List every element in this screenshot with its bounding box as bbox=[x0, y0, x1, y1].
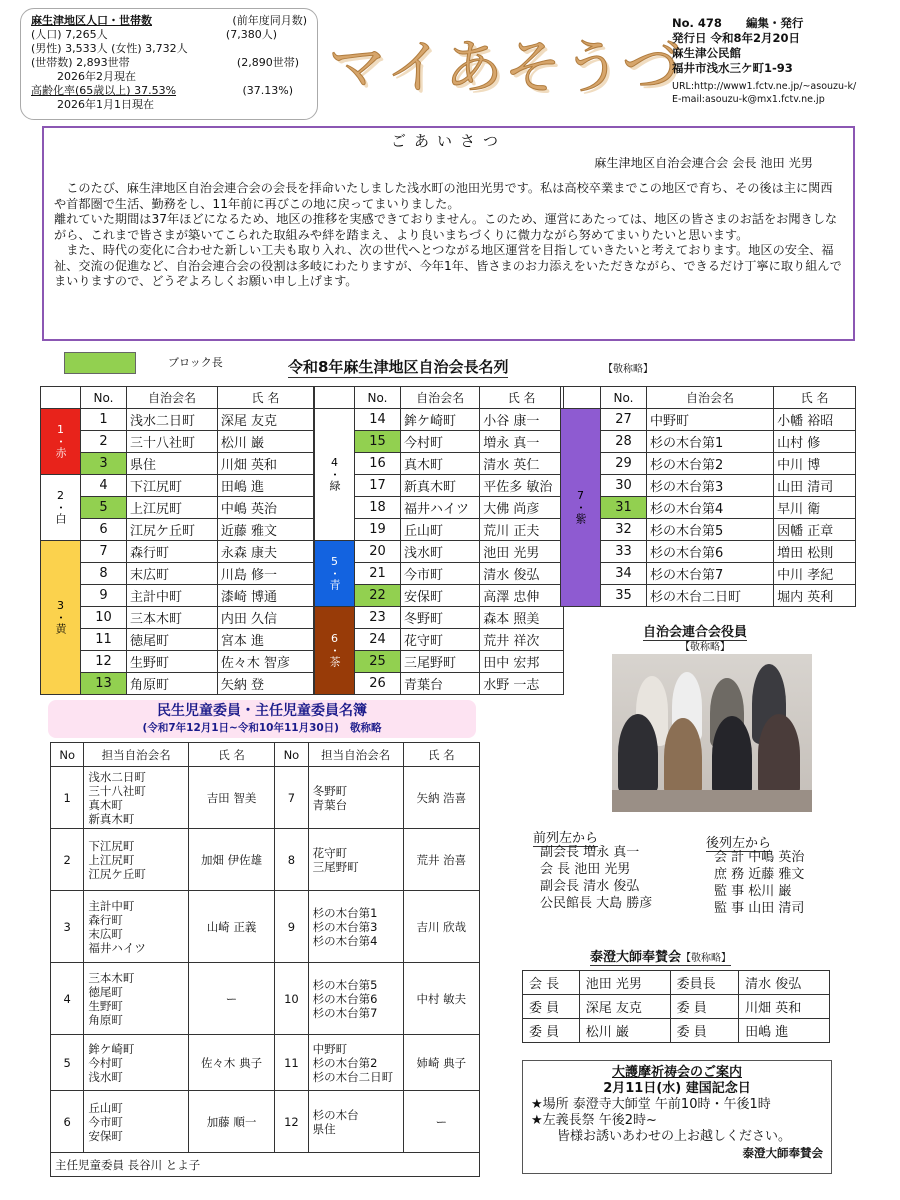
roster-name: 小谷 康一 bbox=[480, 409, 564, 431]
newsletter-title: マイあそうづ bbox=[328, 33, 681, 101]
roster-no: 15 bbox=[355, 431, 401, 453]
roster-name: 森本 照美 bbox=[480, 607, 564, 629]
roster-no: 20 bbox=[355, 541, 401, 563]
stats-aging-prev: (37.13%) bbox=[242, 84, 293, 97]
roster-no: 28 bbox=[601, 431, 647, 453]
officers-front-list: 副会長 増永 真一 会 長 池田 光男 副会長 清水 俊弘 公民館長 大島 勝彦 bbox=[540, 845, 653, 911]
minsei-no: 10 bbox=[275, 963, 308, 1035]
roster-name: 平佐多 敏治 bbox=[480, 475, 564, 497]
roster-no: 1 bbox=[81, 409, 127, 431]
issue-email[interactable]: E-mail:asouzu-k@mx1.fctv.ne.jp bbox=[672, 94, 825, 105]
minsei-area: 丘山町 今市町 安保町 bbox=[84, 1091, 188, 1153]
roster-association: 杉の木台第4 bbox=[647, 497, 774, 519]
roster-header-cell: 自治会名 bbox=[647, 387, 774, 409]
hosankai-role: 委 員 bbox=[523, 995, 580, 1019]
hosankai-title-text: 泰澄大師奉賛会 bbox=[590, 950, 682, 965]
roster-block-b7 bbox=[561, 409, 601, 607]
roster-row bbox=[41, 629, 314, 651]
stats-aging-rate: 高齢化率(65歳以上) 37.53% bbox=[31, 84, 177, 97]
roster-row bbox=[41, 585, 314, 607]
roster-association: 花守町 bbox=[401, 629, 480, 651]
roster-no: 26 bbox=[355, 673, 401, 695]
stats-population: (人口) 7,265人 bbox=[31, 28, 108, 41]
roster-association: 浅水町 bbox=[401, 541, 480, 563]
issue-publisher: 麻生津公民館 bbox=[672, 46, 741, 60]
hosankai-role: 委 員 bbox=[670, 995, 738, 1019]
roster-no: 19 bbox=[355, 519, 401, 541]
notice-festival: ★左義長祭 午後2時~ bbox=[531, 1113, 657, 1128]
minsei-no: 7 bbox=[275, 767, 308, 829]
roster-header-cell: No. bbox=[355, 387, 401, 409]
roster-header-cell: 氏 名 bbox=[774, 387, 856, 409]
roster-row bbox=[561, 475, 856, 497]
roster-row bbox=[41, 607, 314, 629]
minsei-header-cell: No bbox=[51, 743, 84, 767]
photo-person bbox=[758, 714, 800, 796]
roster-name: 清水 俊弘 bbox=[480, 563, 564, 585]
minsei-footer: 主任児童委員 長谷川 とよ子 bbox=[51, 1153, 480, 1177]
minsei-name: 加畑 伊佐雄 bbox=[188, 829, 274, 891]
roster-no: 25 bbox=[355, 651, 401, 673]
roster-name: 田中 宏邦 bbox=[480, 651, 564, 673]
minsei-name: 吉川 欣哉 bbox=[403, 891, 479, 963]
issue-url[interactable]: URL:http://www1.fctv.ne.jp/~asouzu-k/ bbox=[672, 81, 857, 92]
goma-notice-box bbox=[522, 1060, 832, 1174]
roster-name: 小幡 裕昭 bbox=[774, 409, 856, 431]
roster-association: 福井ハイツ bbox=[401, 497, 480, 519]
hosankai-name: 川畑 英和 bbox=[739, 995, 830, 1019]
officers-front-heading: 前列左から bbox=[533, 827, 598, 847]
roster-header-cell: No. bbox=[601, 387, 647, 409]
roster-row bbox=[41, 651, 314, 673]
roster-header-cell: 自治会名 bbox=[401, 387, 480, 409]
roster-no: 31 bbox=[601, 497, 647, 519]
roster-name: 内田 久信 bbox=[217, 607, 313, 629]
roster-no: 22 bbox=[355, 585, 401, 607]
roster-association: 生野町 bbox=[127, 651, 218, 673]
roster-association: 杉の木台第1 bbox=[647, 431, 774, 453]
hosankai-row bbox=[523, 1019, 830, 1043]
roster-name: 山村 修 bbox=[774, 431, 856, 453]
roster-no: 34 bbox=[601, 563, 647, 585]
minsei-note: 敬称略 bbox=[349, 722, 382, 734]
stats-gender: (男性) 3,533人 (女性) 3,732人 bbox=[31, 42, 188, 55]
minsei-area: 杉の木台第5 杉の木台第6 杉の木台第7 bbox=[308, 963, 403, 1035]
officers-back-list: 会 計 中嶋 英治 庶 務 近藤 雅文 監 事 松川 巌 監 事 山田 清司 bbox=[714, 850, 805, 916]
roster-block-b1 bbox=[41, 409, 81, 475]
minsei-no: 5 bbox=[51, 1035, 84, 1091]
roster-association: 森行町 bbox=[127, 541, 218, 563]
roster-no: 8 bbox=[81, 563, 127, 585]
roster-association: 下江尻町 bbox=[127, 475, 218, 497]
roster-block-b4 bbox=[315, 409, 355, 541]
hosankai-name: 松川 巌 bbox=[579, 1019, 670, 1043]
block-leader-legend-swatch bbox=[64, 352, 136, 374]
roster-name: 深尾 友克 bbox=[217, 409, 313, 431]
photo-person bbox=[618, 714, 658, 794]
roster-row bbox=[561, 409, 856, 431]
roster-association: 安保町 bbox=[401, 585, 480, 607]
roster-name: 川島 修一 bbox=[217, 563, 313, 585]
minsei-name: ー bbox=[188, 963, 274, 1035]
roster-name: 大佛 尚彦 bbox=[480, 497, 564, 519]
roster-no: 6 bbox=[81, 519, 127, 541]
roster-association: 杉の木台第5 bbox=[647, 519, 774, 541]
roster-table-1 bbox=[40, 386, 314, 695]
roster-association: 杉の木台第2 bbox=[647, 453, 774, 475]
roster-association: 主計中町 bbox=[127, 585, 218, 607]
roster-no: 17 bbox=[355, 475, 401, 497]
roster-no: 33 bbox=[601, 541, 647, 563]
minsei-name: ー bbox=[403, 1091, 479, 1153]
roster-no: 35 bbox=[601, 585, 647, 607]
roster-row bbox=[41, 673, 314, 695]
officers-note: 【敬称略】 bbox=[680, 642, 730, 653]
roster-title: 令和8年麻生津地区自治会長名列 bbox=[288, 358, 509, 376]
roster-name: 松川 巌 bbox=[217, 431, 313, 453]
roster-row bbox=[41, 497, 314, 519]
photo-person bbox=[712, 716, 752, 796]
roster-name: 山田 清司 bbox=[774, 475, 856, 497]
minsei-no: 11 bbox=[275, 1035, 308, 1091]
roster-block-b5 bbox=[315, 541, 355, 607]
stats-title: 麻生津地区人口・世帯数 bbox=[31, 14, 152, 27]
roster-association: 今村町 bbox=[401, 431, 480, 453]
roster-no: 2 bbox=[81, 431, 127, 453]
roster-block-label: 5・青 bbox=[328, 554, 341, 590]
stats-households: (世帯数) 2,893世帯 bbox=[31, 56, 130, 69]
stats-prev-label: (前年度同月数) bbox=[232, 14, 307, 27]
notice-invite: 皆様お誘いあわせの上お越しください。 bbox=[557, 1129, 792, 1144]
roster-name: 早川 衛 bbox=[774, 497, 856, 519]
roster-name: 中川 博 bbox=[774, 453, 856, 475]
roster-block-label: 1・赤 bbox=[54, 422, 67, 458]
roster-association: 杉の木台第7 bbox=[647, 563, 774, 585]
roster-name: 水野 一志 bbox=[480, 673, 564, 695]
notice-place: ★場所 泰澄寺大師堂 午前10時・午後1時 bbox=[531, 1097, 771, 1112]
roster-block-label: 4・緑 bbox=[328, 455, 341, 491]
roster-name: 清水 英仁 bbox=[480, 453, 564, 475]
minsei-row bbox=[51, 963, 480, 1035]
roster-block-header bbox=[41, 387, 81, 409]
roster-name: 佐々木 智彦 bbox=[217, 651, 313, 673]
roster-row bbox=[315, 409, 564, 431]
roster-block-b6 bbox=[315, 607, 355, 695]
minsei-table bbox=[50, 742, 480, 1177]
greeting-paragraph-3: また、時代の変化に合わせた新しい工夫も取り入れ、次の世代へとつながる地区運営を目指していきたいと考えております。地区の安全、福祉、交流の促進など、自治会連合会の役割は多岐にわたりますが、今年1年、皆さまのお力添えをいただきながら、できるだけ丁寧に取り組んでまいりますので、どうぞよろしくお願い申し上げます。 bbox=[54, 243, 842, 288]
roster-name: 漆崎 博通 bbox=[217, 585, 313, 607]
roster-association: 三尾野町 bbox=[401, 651, 480, 673]
minsei-area: 鉾ケ崎町 今村町 浅水町 bbox=[84, 1035, 188, 1091]
minsei-name: 加藤 順一 bbox=[188, 1091, 274, 1153]
minsei-name: 矢納 浩喜 bbox=[403, 767, 479, 829]
minsei-name: 吉田 智美 bbox=[188, 767, 274, 829]
roster-association: 県住 bbox=[127, 453, 218, 475]
roster-name: 中嶋 英治 bbox=[217, 497, 313, 519]
issue-info bbox=[672, 16, 856, 106]
minsei-area: 杉の木台第1 杉の木台第3 杉の木台第4 bbox=[308, 891, 403, 963]
roster-block-header bbox=[315, 387, 355, 409]
roster-no: 12 bbox=[81, 651, 127, 673]
officers-title: 自治会連合会役員 bbox=[643, 621, 747, 641]
roster-association: 角原町 bbox=[127, 673, 218, 695]
minsei-header-cell: 氏 名 bbox=[188, 743, 274, 767]
roster-no: 23 bbox=[355, 607, 401, 629]
officers-back-heading: 後列左から bbox=[706, 832, 771, 852]
minsei-no: 4 bbox=[51, 963, 84, 1035]
block-leader-legend-label: ブロック長 bbox=[168, 356, 223, 369]
roster-no: 16 bbox=[355, 453, 401, 475]
roster-name: 川畑 英和 bbox=[217, 453, 313, 475]
roster-name: 矢納 登 bbox=[217, 673, 313, 695]
hosankai-name: 田嶋 進 bbox=[739, 1019, 830, 1043]
hosankai-role: 委 員 bbox=[670, 1019, 738, 1043]
roster-no: 32 bbox=[601, 519, 647, 541]
roster-header-cell: 氏 名 bbox=[480, 387, 564, 409]
roster-row bbox=[561, 585, 856, 607]
roster-association: 三十八社町 bbox=[127, 431, 218, 453]
roster-association: 冬野町 bbox=[401, 607, 480, 629]
roster-name: 荒川 正夫 bbox=[480, 519, 564, 541]
roster-association: 上江尻町 bbox=[127, 497, 218, 519]
minsei-name: 荒井 治喜 bbox=[403, 829, 479, 891]
hosankai-role: 会 長 bbox=[523, 971, 580, 995]
roster-row bbox=[561, 563, 856, 585]
hosankai-role: 委員長 bbox=[670, 971, 738, 995]
roster-no: 10 bbox=[81, 607, 127, 629]
roster-header-cell: 自治会名 bbox=[127, 387, 218, 409]
greeting-box bbox=[42, 126, 855, 341]
roster-row bbox=[41, 409, 314, 431]
minsei-no: 2 bbox=[51, 829, 84, 891]
roster-header-cell: 氏 名 bbox=[217, 387, 313, 409]
roster-no: 18 bbox=[355, 497, 401, 519]
roster-table-3 bbox=[560, 386, 856, 607]
roster-row bbox=[41, 563, 314, 585]
minsei-name: 姉崎 典子 bbox=[403, 1035, 479, 1091]
minsei-area: 冬野町 青葉台 bbox=[308, 767, 403, 829]
minsei-name: 中村 敏夫 bbox=[403, 963, 479, 1035]
issue-editor: 編集・発行 bbox=[745, 16, 804, 30]
minsei-row bbox=[51, 891, 480, 963]
roster-row bbox=[561, 497, 856, 519]
roster-association: 新真木町 bbox=[401, 475, 480, 497]
roster-note: 【敬称略】 bbox=[603, 364, 653, 375]
minsei-header-cell: 担当自治会名 bbox=[84, 743, 188, 767]
roster-no: 3 bbox=[81, 453, 127, 475]
minsei-no: 12 bbox=[275, 1091, 308, 1153]
roster-no: 13 bbox=[81, 673, 127, 695]
roster-name: 荒井 祥次 bbox=[480, 629, 564, 651]
minsei-area: 主計中町 森行町 末広町 福井ハイツ bbox=[84, 891, 188, 963]
minsei-area: 杉の木台 県住 bbox=[308, 1091, 403, 1153]
roster-row bbox=[41, 475, 314, 497]
roster-name: 増田 松則 bbox=[774, 541, 856, 563]
officers-group-photo bbox=[612, 654, 812, 812]
stats-as-of-1: 2026年2月現在 bbox=[57, 70, 136, 83]
roster-name: 増永 真一 bbox=[480, 431, 564, 453]
minsei-area: 浅水二日町 三十八社町 真木町 新真木町 bbox=[84, 767, 188, 829]
minsei-header-cell: No bbox=[275, 743, 308, 767]
roster-no: 7 bbox=[81, 541, 127, 563]
stats-households-prev: (2,890世帯) bbox=[236, 56, 299, 69]
roster-row bbox=[41, 519, 314, 541]
roster-no: 29 bbox=[601, 453, 647, 475]
minsei-banner bbox=[48, 700, 476, 738]
roster-block-label: 6・茶 bbox=[328, 631, 341, 667]
hosankai-row bbox=[523, 971, 830, 995]
roster-association: 徳尾町 bbox=[127, 629, 218, 651]
roster-no: 9 bbox=[81, 585, 127, 607]
greeting-byline: 麻生津地区自治会連合会 会長 池田 光男 bbox=[594, 155, 813, 170]
roster-block-label: 2・白 bbox=[54, 488, 67, 524]
greeting-title: ごあいさつ bbox=[390, 132, 506, 150]
hosankai-row bbox=[523, 995, 830, 1019]
roster-association: 浅水二日町 bbox=[127, 409, 218, 431]
greeting-paragraph-2: 離れていた期間は37年ほどになるため、地区の推移を実感できておりません。このため、運営にあたっては、地区の皆さまのお話をお聞きしながら、これまで皆さまが築いてこられた取組みや絆を踏まえ、より良いまちづくりに微力ながら努めてまいりたいと思います。 bbox=[54, 212, 838, 242]
issue-address: 福井市浅水三ケ町1-93 bbox=[672, 61, 793, 75]
roster-name: 田嶋 進 bbox=[217, 475, 313, 497]
minsei-row bbox=[51, 1035, 480, 1091]
notice-date: 2月11日(水) 建国記念日 bbox=[603, 1081, 751, 1096]
roster-association: 中野町 bbox=[647, 409, 774, 431]
minsei-area: 中野町 杉の木台第2 杉の木台二日町 bbox=[308, 1035, 403, 1091]
roster-no: 14 bbox=[355, 409, 401, 431]
roster-name: 池田 光男 bbox=[480, 541, 564, 563]
hosankai-name: 深尾 友克 bbox=[579, 995, 670, 1019]
stats-population-prev: (7,380人) bbox=[225, 28, 277, 41]
roster-no: 27 bbox=[601, 409, 647, 431]
issue-number: No. 478 bbox=[672, 16, 722, 30]
roster-association: 今市町 bbox=[401, 563, 480, 585]
roster-association: 鉾ケ崎町 bbox=[401, 409, 480, 431]
roster-name: 因幡 正章 bbox=[774, 519, 856, 541]
hosankai-name: 池田 光男 bbox=[579, 971, 670, 995]
hosankai-table bbox=[522, 970, 830, 1043]
roster-block-b3 bbox=[41, 541, 81, 695]
roster-name: 堀内 英利 bbox=[774, 585, 856, 607]
roster-row bbox=[561, 541, 856, 563]
minsei-header-cell: 担当自治会名 bbox=[308, 743, 403, 767]
roster-association: 青葉台 bbox=[401, 673, 480, 695]
roster-row bbox=[561, 431, 856, 453]
roster-row bbox=[561, 453, 856, 475]
hosankai-note: 【敬称略】 bbox=[681, 953, 732, 964]
roster-table-2 bbox=[314, 386, 564, 695]
roster-no: 30 bbox=[601, 475, 647, 497]
stats-as-of-2: 2026年1月1日現在 bbox=[57, 98, 154, 111]
roster-no: 11 bbox=[81, 629, 127, 651]
roster-no: 24 bbox=[355, 629, 401, 651]
roster-name: 中川 孝紀 bbox=[774, 563, 856, 585]
roster-block-label: 3・黄 bbox=[54, 598, 67, 634]
minsei-no: 9 bbox=[275, 891, 308, 963]
roster-name: 宮本 進 bbox=[217, 629, 313, 651]
roster-association: 杉の木台二日町 bbox=[647, 585, 774, 607]
roster-block-header bbox=[561, 387, 601, 409]
roster-association: 杉の木台第3 bbox=[647, 475, 774, 497]
minsei-name: 佐々木 典子 bbox=[188, 1035, 274, 1091]
roster-row bbox=[41, 541, 314, 563]
hosankai-name: 清水 俊弘 bbox=[739, 971, 830, 995]
roster-no: 21 bbox=[355, 563, 401, 585]
minsei-name: 山崎 正義 bbox=[188, 891, 274, 963]
roster-name: 高澤 忠伸 bbox=[480, 585, 564, 607]
roster-name: 近藤 雅文 bbox=[217, 519, 313, 541]
photo-person bbox=[664, 718, 702, 796]
issue-date: 発行日 令和8年2月20日 bbox=[672, 31, 801, 45]
minsei-row bbox=[51, 829, 480, 891]
minsei-period: (令和7年12月1日~令和10年11月30日) bbox=[142, 722, 339, 734]
roster-block-label: 7・紫 bbox=[574, 488, 587, 524]
greeting-paragraph-1: このたび、麻生津地区自治会連合会の会長を拝命いたしました浅水町の池田光男です。私は高校卒業までこの地区で育ち、その後は主に関西や首都圏で生活、勤務をし、11年前に再びこの地に戻ってまいりました。 bbox=[54, 181, 833, 211]
minsei-row bbox=[51, 1091, 480, 1153]
minsei-no: 3 bbox=[51, 891, 84, 963]
minsei-area: 花守町 三尾野町 bbox=[308, 829, 403, 891]
roster-header-cell: No. bbox=[81, 387, 127, 409]
minsei-row bbox=[51, 767, 480, 829]
roster-no: 4 bbox=[81, 475, 127, 497]
roster-row bbox=[315, 541, 564, 563]
roster-association: 江尻ケ丘町 bbox=[127, 519, 218, 541]
roster-block-b2 bbox=[41, 475, 81, 541]
notice-org: 泰澄大師奉賛会 bbox=[742, 1146, 823, 1160]
roster-association: 杉の木台第6 bbox=[647, 541, 774, 563]
minsei-no: 8 bbox=[275, 829, 308, 891]
roster-name: 永森 康夫 bbox=[217, 541, 313, 563]
roster-row bbox=[41, 431, 314, 453]
roster-association: 丘山町 bbox=[401, 519, 480, 541]
minsei-title: 民生児童委員・主任児童委員名簿 bbox=[157, 703, 367, 719]
minsei-no: 6 bbox=[51, 1091, 84, 1153]
roster-row bbox=[561, 519, 856, 541]
roster-no: 5 bbox=[81, 497, 127, 519]
roster-row bbox=[41, 453, 314, 475]
roster-association: 真木町 bbox=[401, 453, 480, 475]
roster-association: 三本木町 bbox=[127, 607, 218, 629]
minsei-area: 三本木町 徳尾町 生野町 角原町 bbox=[84, 963, 188, 1035]
notice-title: 大護摩祈祷会のご案内 bbox=[611, 1065, 742, 1080]
minsei-no: 1 bbox=[51, 767, 84, 829]
roster-row bbox=[315, 607, 564, 629]
minsei-area: 下江尻町 上江尻町 江尻ケ丘町 bbox=[84, 829, 188, 891]
hosankai-role: 委 員 bbox=[523, 1019, 580, 1043]
population-stats-box bbox=[20, 8, 318, 120]
hosankai-title bbox=[590, 946, 731, 966]
roster-association: 末広町 bbox=[127, 563, 218, 585]
photo-floor bbox=[612, 790, 812, 812]
minsei-header-cell: 氏 名 bbox=[403, 743, 479, 767]
